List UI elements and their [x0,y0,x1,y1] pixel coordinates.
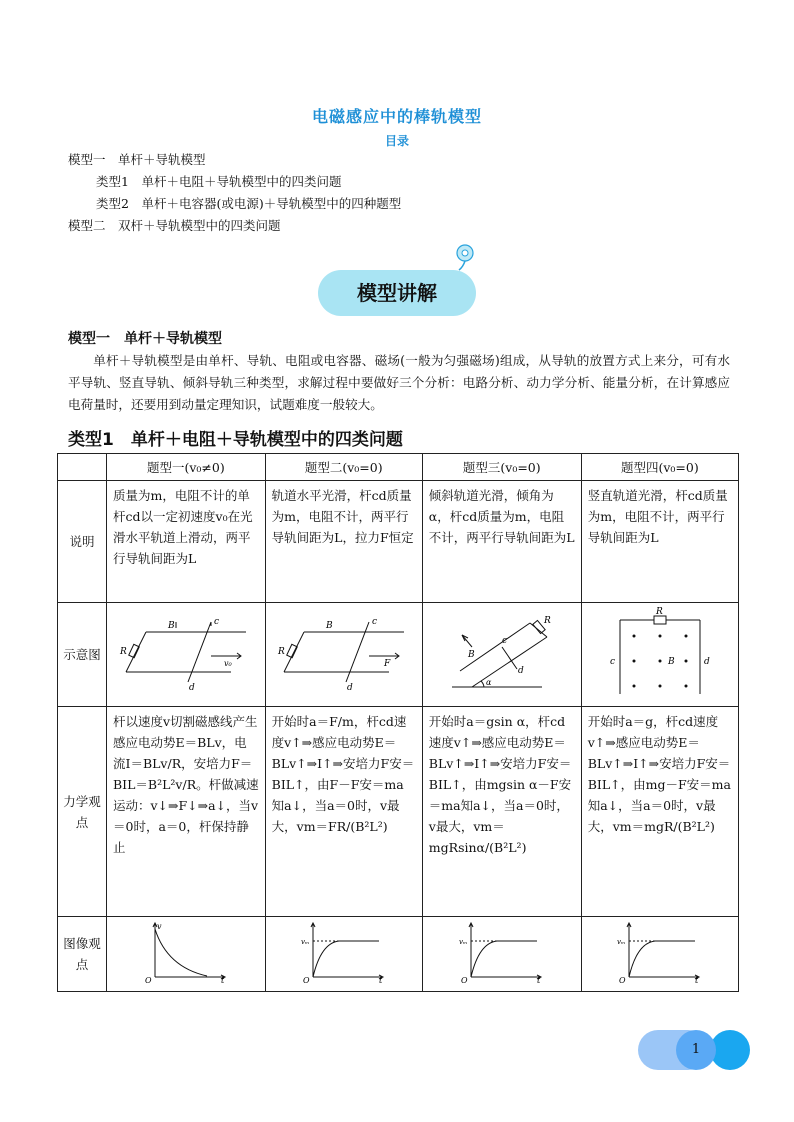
axis-O: O [144,976,152,983]
table-row [58,707,739,917]
label-R: R [543,615,551,626]
label-B: B [667,656,675,667]
page-badge-right [710,1030,750,1070]
label-vm: vₘ [300,938,309,946]
rise-graph [615,919,705,983]
label-R: R [277,646,285,657]
axis-t: t [536,976,540,983]
table-header-cell: 题型四(v₀=0) [581,454,738,481]
axis-O: O [460,976,468,983]
rise-graph [299,919,389,983]
table-row [58,603,739,707]
row-label: 说明 [58,481,107,603]
label-F: F [383,658,390,669]
table-cell: 质量为m，电阻不计的单杆cd以一定初速度v₀在光滑水平轨道上滑动，两平行导轨间距为L [107,481,266,603]
page-number: 1 [676,1030,716,1070]
label-alpha: α [485,677,492,687]
table-cell: 开始时a＝g，杆cd速度v↑⇒感应电动势E＝BLv↑⇒I↑⇒安培力F安＝BIL↑，由mg－F安＝ma知a↓，当a＝0时，v最大，vm＝mgR/(B²L²) [581,707,738,917]
page-title: 电磁感应中的棒轨模型 [311,107,482,126]
axis-t: t [378,976,382,983]
axis-O: O [302,976,310,983]
intro-paragraph: 单杆＋导轨模型是由单杆、导轨、电阻或电容器、磁场(一般为匀强磁场)组成，从导轨的放置方式上来分，可有水平导轨、竖直导轨、倾斜导轨三种类型，求解过程中要做好三个分析：电路分析、动力学分析、能量分析，在计算感应电荷量时，还要用到动量定理知识，试题难度一般较大。 [68,353,730,412]
horizontal-force-diagram [274,612,414,692]
table-cell: 竖直轨道光滑，杆cd质量为m，电阻不计，两平行导轨间距为L [581,481,738,603]
label-c: c [609,656,615,667]
row-label: 示意图 [58,603,107,707]
label-B: B [167,620,175,631]
label-c: c [213,616,219,627]
table-header-row [58,454,739,481]
section-banner: 模型讲解 [318,270,476,316]
label-v0: v₀ [223,658,232,668]
vertical-rail-diagram [590,606,730,698]
toc-item-model-1[interactable]: 模型一 单杆＋导轨模型 [68,152,206,167]
toc-heading: 目录 [384,134,409,148]
table-cell: 倾斜轨道光滑，倾角为α，杆cd质量为m，电阻不计，两平行导轨间距为L [422,481,581,603]
toc-item-type-2[interactable]: 类型2 单杆＋电容器(或电源)＋导轨模型中的四种题型 [96,196,402,211]
table-row [58,481,739,603]
axis-t: t [220,976,225,983]
axis-O: O [618,976,626,983]
graph-cell [107,917,266,992]
diagram-cell [107,603,266,707]
table-header-cell: 题型三(v₀=0) [422,454,581,481]
diagram-cell [265,603,422,707]
label-c: c [371,616,377,627]
label-B: B [467,649,475,660]
label-R: R [119,646,127,657]
diagram-cell [422,603,581,707]
label-d: d [346,682,353,692]
graph-cell [265,917,422,992]
model-heading: 模型一 单杆＋导轨模型 [68,331,222,347]
type-heading: 类型1 单杆＋电阻＋导轨模型中的四类问题 [68,430,403,450]
incline-diagram [432,607,572,697]
label-c: c [501,635,507,646]
table-cell: 杆以速度v切割磁感线产生感应电动势E＝BLv，电流I＝BLv/R，安培力F＝BIL＝B²L²v/R。杆做减速运动：v↓⇒F↓⇒a↓，当v＝0时，a＝0，杆保持静止 [107,707,266,917]
axis-t: t [694,976,699,983]
label-d: d [703,656,710,667]
model-table [57,453,739,992]
table-cell: 开始时a＝F/m，杆cd速度v↑⇒感应电动势E＝BLv↑⇒I↑⇒安培力F安＝BIL↑，由F－F安＝ma知a↓，当a＝0时，v最大，vm＝FR/(B²L²) [265,707,422,917]
table-header-cell: 题型一(v₀≠0) [107,454,266,481]
table-header-cell: 题型二(v₀=0) [265,454,422,481]
table-row [58,917,739,992]
horizontal-rail-diagram [116,612,256,692]
axis-v: v [156,922,162,931]
row-label: 图像观点 [58,917,107,992]
toc-item-type-1[interactable]: 类型1 单杆＋电阻＋导轨模型中的四类问题 [96,174,342,189]
label-B: B [325,620,333,631]
graph-cell [581,917,738,992]
label-vm: vₘ [616,938,626,946]
flower-icon [450,242,480,272]
decay-graph [141,919,231,983]
table-header-cell [58,454,107,481]
label-R: R [655,606,663,617]
diagram-cell [581,603,738,707]
label-d: d [188,682,195,692]
table-cell: 轨道水平光滑，杆cd质量为m，电阻不计，两平行导轨间距为L，拉力F恒定 [265,481,422,603]
table-cell: 开始时a＝gsin α，杆cd速度v↑⇒感应电动势E＝BLv↑⇒I↑⇒安培力F安＝BIL↑，由mgsin α－F安＝ma知a↓，当a＝0时，v最大，vm＝mgRsinα/(B²L²) [422,707,581,917]
label-d: d [517,665,524,676]
toc-item-model-2[interactable]: 模型二 双杆＋导轨模型中的四类问题 [68,218,281,233]
rise-graph [457,919,547,983]
label-vm: vₘ [458,938,467,946]
row-label: 力学观点 [58,707,107,917]
graph-cell [422,917,581,992]
